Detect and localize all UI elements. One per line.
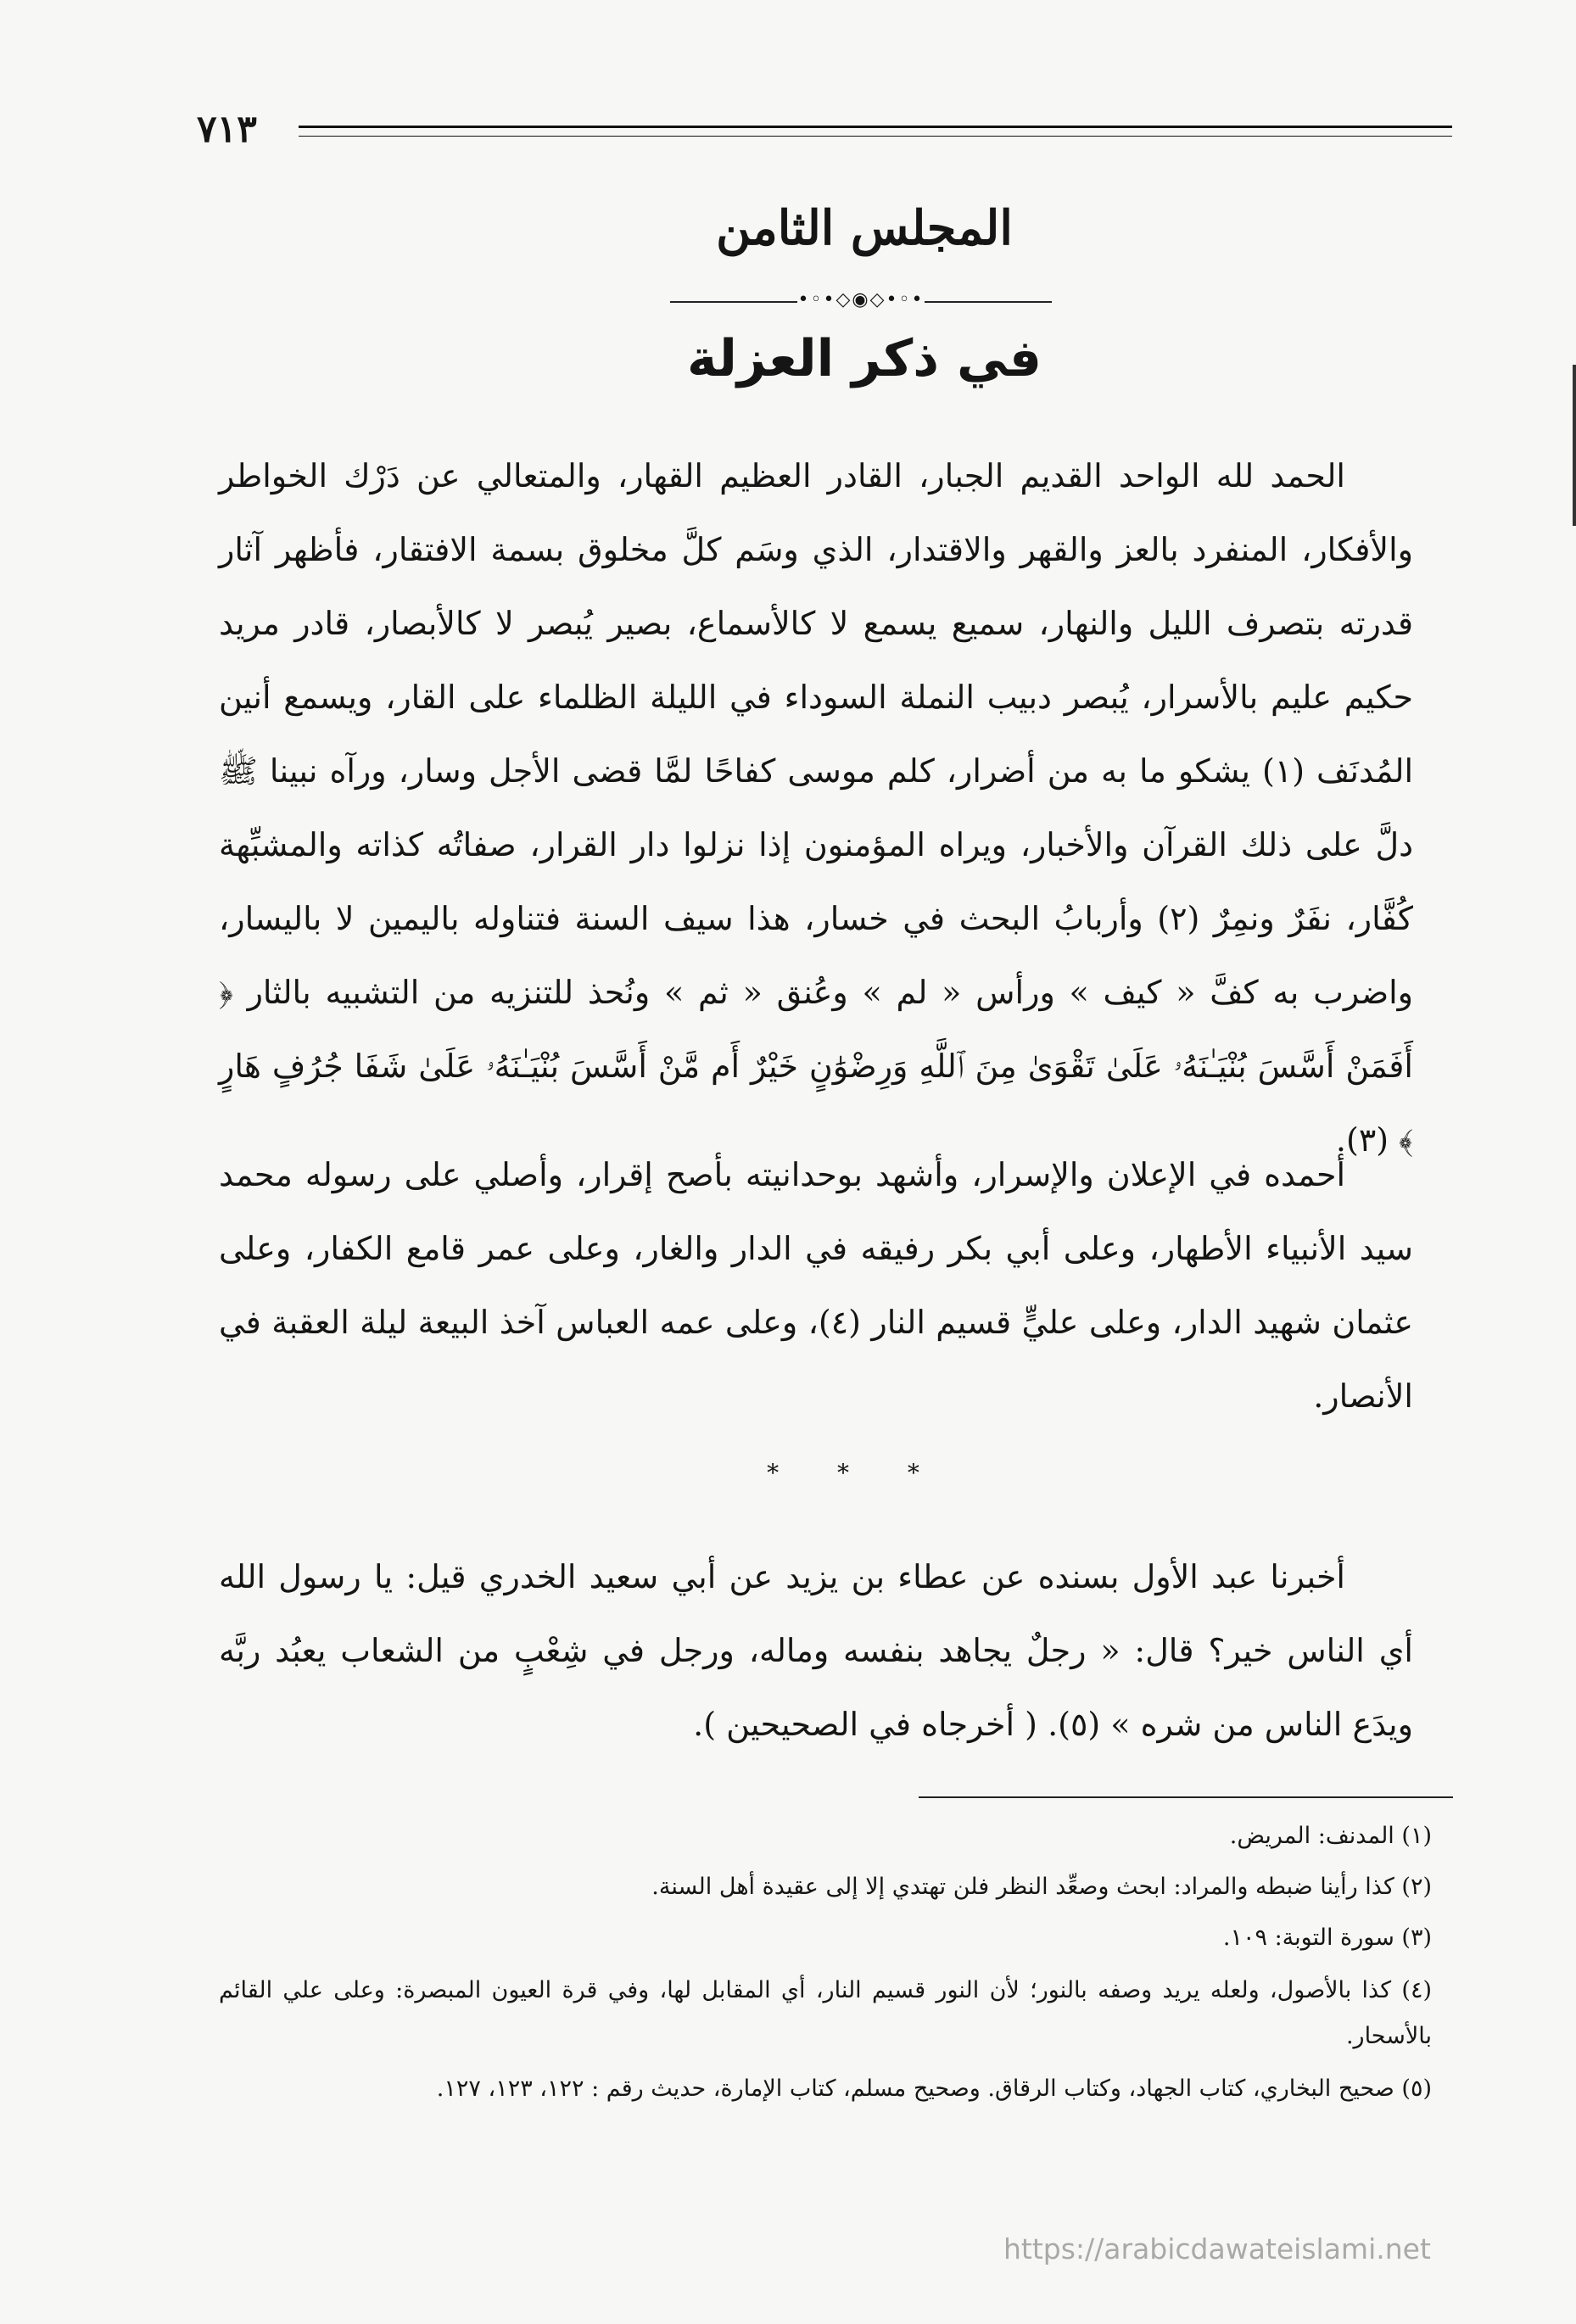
paragraph: أحمده في الإعلان والإسرار، وأشهد بوحدانيته بأصح إقرار، وأصلي على رسوله محمد سيد الأنبياء الأطهار، وعلى أبي بكر رفيقه في الدار والغار، وعلى عمر قامع الكفار، وعلى عثمان شهيد الدار، وعلى عليٍّ قسيم النار (٤)، وعلى عمه العباس آخذ البيعة ليلة العقبة في الأنصار. (219, 1156, 1413, 1415)
ornament-line-left (670, 301, 797, 303)
ornament-line-right (925, 301, 1052, 303)
footnote: (١) المدنف: المريض. (1229, 1823, 1432, 1849)
title-ornament (670, 289, 1052, 311)
paragraph: أخبرنا عبد الأول بسنده عن عطاء بن يزيد عن أبي سعيد الخدري قيل: يا رسول الله أي الناس خير؟ قال: « رجلٌ يجاهد بنفسه وماله، ورجل في شِعْبٍ من الشعاب يعبُد ربَّه ويدَع الناس من شره » (٥). ( أخرجاه في الصحيحين ). (219, 1558, 1413, 1743)
footnotes (219, 1813, 1432, 2112)
body-section-hadith (219, 1540, 1413, 1762)
page-header (197, 109, 1452, 151)
paragraph: الحمد لله الواحد القديم الجبار، القادر العظيم القهار، والمتعالي عن دَرْك الخواطر والأفكار، المنفرد بالعز والقهر والاقتدار، الذي وسَم كلَّ مخلوق بسمة الافتقار، فأظهر آثار قدرته بتصرف الليل والنهار، سميع يسمع لا كالأسماع، بصير يُبصر لا كالأبصار، قادر مريد حكيم عليم بالأسرار، يُبصر دبيب النملة السوداء في الليلة الظلماء على القار، ويسمع أنين المُدنَف (١) يشكو ما به من أضرار، كلم موسى كفاحًا لمَّا قضى الأجل وسار، ورآه نبينا ﷺ دلَّ على ذلك القرآن والأخبار، ويراه المؤمنون إذا نزلوا دار القرار، صفاتُه كذاته والمشبِّهة كُفَّار، نفَرٌ ونمِرٌ (٢) وأربابُ البحث في خسار، هذا سيف السنة فتناوله باليمين لا باليسار، واضرب به كفَّ « كيف » ورأس « لم » وعُنق « ثم » ونُحذ للتنزيه من التشبيه بالثار ﴿ أَفَمَنْ أَسَّسَ بُنْيَـٰنَهُۥ عَلَىٰ تَقْوَىٰ مِنَ ٱللَّهِ وَرِضْوَٰنٍ خَيْرٌ أَم مَّنْ أَسَّسَ بُنْيَـٰنَهُۥ عَلَىٰ شَفَا جُرُفٍ هَارٍ ﴾ (٣). (219, 457, 1413, 1159)
scan-edge-mark (1573, 365, 1576, 526)
body-section-testimony (219, 1138, 1413, 1433)
footnote: (٣) سورة التوبة: ١٠٩. (1222, 1925, 1432, 1951)
section-separator: * * * (767, 1459, 945, 1487)
header-rule-thick (299, 126, 1452, 128)
body-section-praise (219, 439, 1413, 1177)
header-rule-thin (299, 136, 1452, 137)
footnote: (٤) كذا بالأصول، ولعله يريد وصفه بالنور؛ لأن النور قسيم النار، أي المقابل لها، وفي قرة العيون المبصرة: وعلى علي القائم بالأسحار. (219, 1977, 1432, 2049)
watermark-url: https://arabicdawateislami.net (1003, 2232, 1431, 2265)
footnote: (٢) كذا رأينا ضبطه والمراد: ابحث وصعِّد النظر فلن تهتدي إلا إلى عقيدة أهل السنة. (651, 1874, 1432, 1900)
footnote-divider (919, 1796, 1453, 1798)
chapter-title: في ذكر العزلة (687, 329, 1042, 388)
page-number: ٧١٣ (197, 108, 257, 151)
ornament-flourish-icon: •◦•◇◉◇•◦• (797, 289, 925, 310)
footnote: (٥) صحيح البخاري، كتاب الجهاد، وكتاب الرقاق. وصحيح مسلم، كتاب الإمارة، حديث رقم : ١٢٢، ١٢٣، ١٢٧. (436, 2075, 1432, 2102)
majlis-title: المجلس الثامن (716, 200, 1013, 256)
